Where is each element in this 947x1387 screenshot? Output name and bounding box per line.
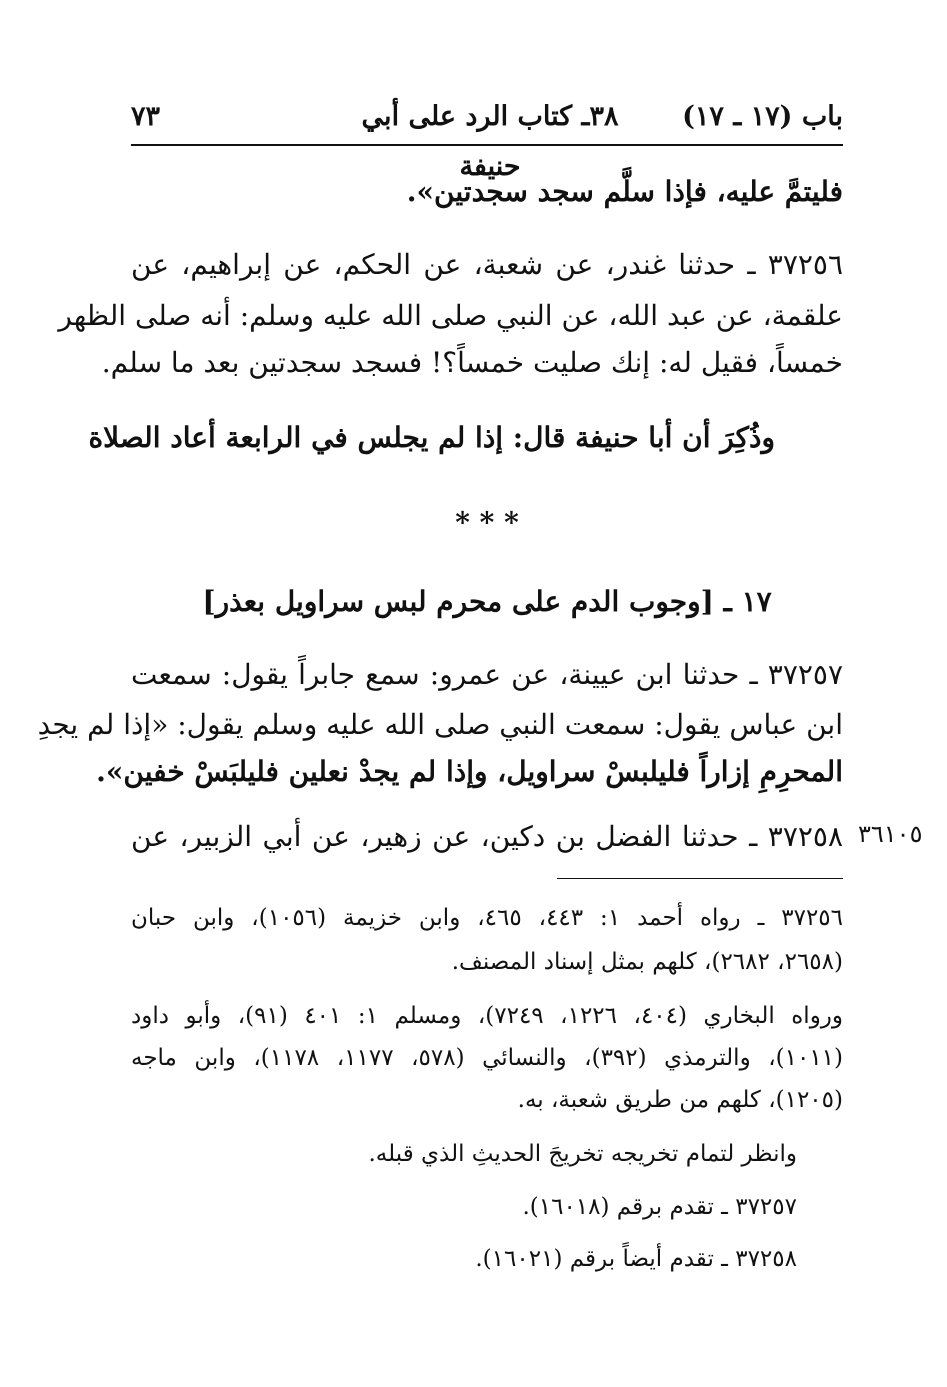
footnote-37256-line-4: (١٠١١)، والترمذي (٣٩٢)، والنسائي (٥٧٨، ١١٧٧، ١١٧٨)، وابن ماجه <box>131 1045 844 1071</box>
footnote-37256-line-3: ورواه البخاري (٤٠٤، ١٢٢٦، ٧٢٤٩)، ومسلم ١: ٤٠١ (٩١)، وأبو داود <box>131 1003 844 1029</box>
page-number: ٧٣ <box>131 101 161 132</box>
footnote-37258: ٣٧٢٥٨ ـ تقدم أيضاً برقم (١٦٠٢١). <box>475 1246 797 1272</box>
hadith-37257-line-1: ٣٧٢٥٧ ـ حدثنا ابن عيينة، عن عمرو: سمع جابراً يقول: سمعت <box>131 658 843 691</box>
abu-hanifa-opinion: وذُكِرَ أن أبا حنيفة قال: إذا لم يجلس في الرابعة أعاد الصلاة <box>88 421 775 454</box>
footnote-37257: ٣٧٢٥٧ ـ تقدم برقم (١٦٠١٨). <box>522 1194 797 1220</box>
hadith-37258-line-1: ٣٧٢٥٨ ـ حدثنا الفضل بن دكين، عن زهير، عن أبي الزبير، عن <box>131 820 843 853</box>
footnote-rule <box>557 878 843 879</box>
running-header-chapter: باب (١٧ ـ ١٧) <box>682 101 843 132</box>
hadith-37256-line-2: علقمة، عن عبد الله، عن النبي صلى الله عليه وسلم: أنه صلى الظهر <box>58 299 843 332</box>
header-rule <box>131 144 843 146</box>
footnote-37256-line-2: (٢٦٥٨، ٢٦٨٢)، كلهم بمثل إسناد المصنف. <box>451 949 843 975</box>
hadith-37257-line-3: المحرِمِ إزاراً فليلبسْ سراويل، وإذا لم يجدْ نعلين فليلبَسْ خفين». <box>96 755 843 788</box>
hadith-37256-line-3: خمساً، فقيل له: إنك صليت خمساً؟! فسجد سجدتين بعد ما سلم. <box>101 346 843 379</box>
margin-cross-reference: ٣٦١٠٥ <box>858 820 923 848</box>
hadith-37256-line-1: ٣٧٢٥٦ ـ حدثنا غندر، عن شعبة، عن الحكم، عن إبراهيم، عن <box>131 248 843 281</box>
hadith-37257-line-2: ابن عباس يقول: سمعت النبي صلى الله عليه وسلم يقول: «إذا لم يجدِ <box>37 708 843 741</box>
footnote-37256-line-6: وانظر لتمام تخريجه تخريجَ الحديثِ الذي قبله. <box>368 1141 797 1167</box>
section-separator: * * * <box>455 506 519 539</box>
running-header-book-title: ٣٨ـ كتاب الرد على أبي حنيفة <box>361 101 619 182</box>
body-line-1: فليتمَّ عليه، فإذا سلَّم سجد سجدتين». <box>406 175 843 208</box>
footnote-37256-line-5: (١٢٠٥)، كلهم من طريق شعبة، به. <box>517 1087 843 1113</box>
footnote-37256-line-1: ٣٧٢٥٦ ـ رواه أحمد ١: ٤٤٣، ٤٦٥، وابن خزيمة (١٠٥٦)، وابن حبان <box>131 905 844 931</box>
chapter-heading-17: ١٧ ـ [وجوب الدم على محرم لبس سراويل بعذر] <box>202 585 772 618</box>
